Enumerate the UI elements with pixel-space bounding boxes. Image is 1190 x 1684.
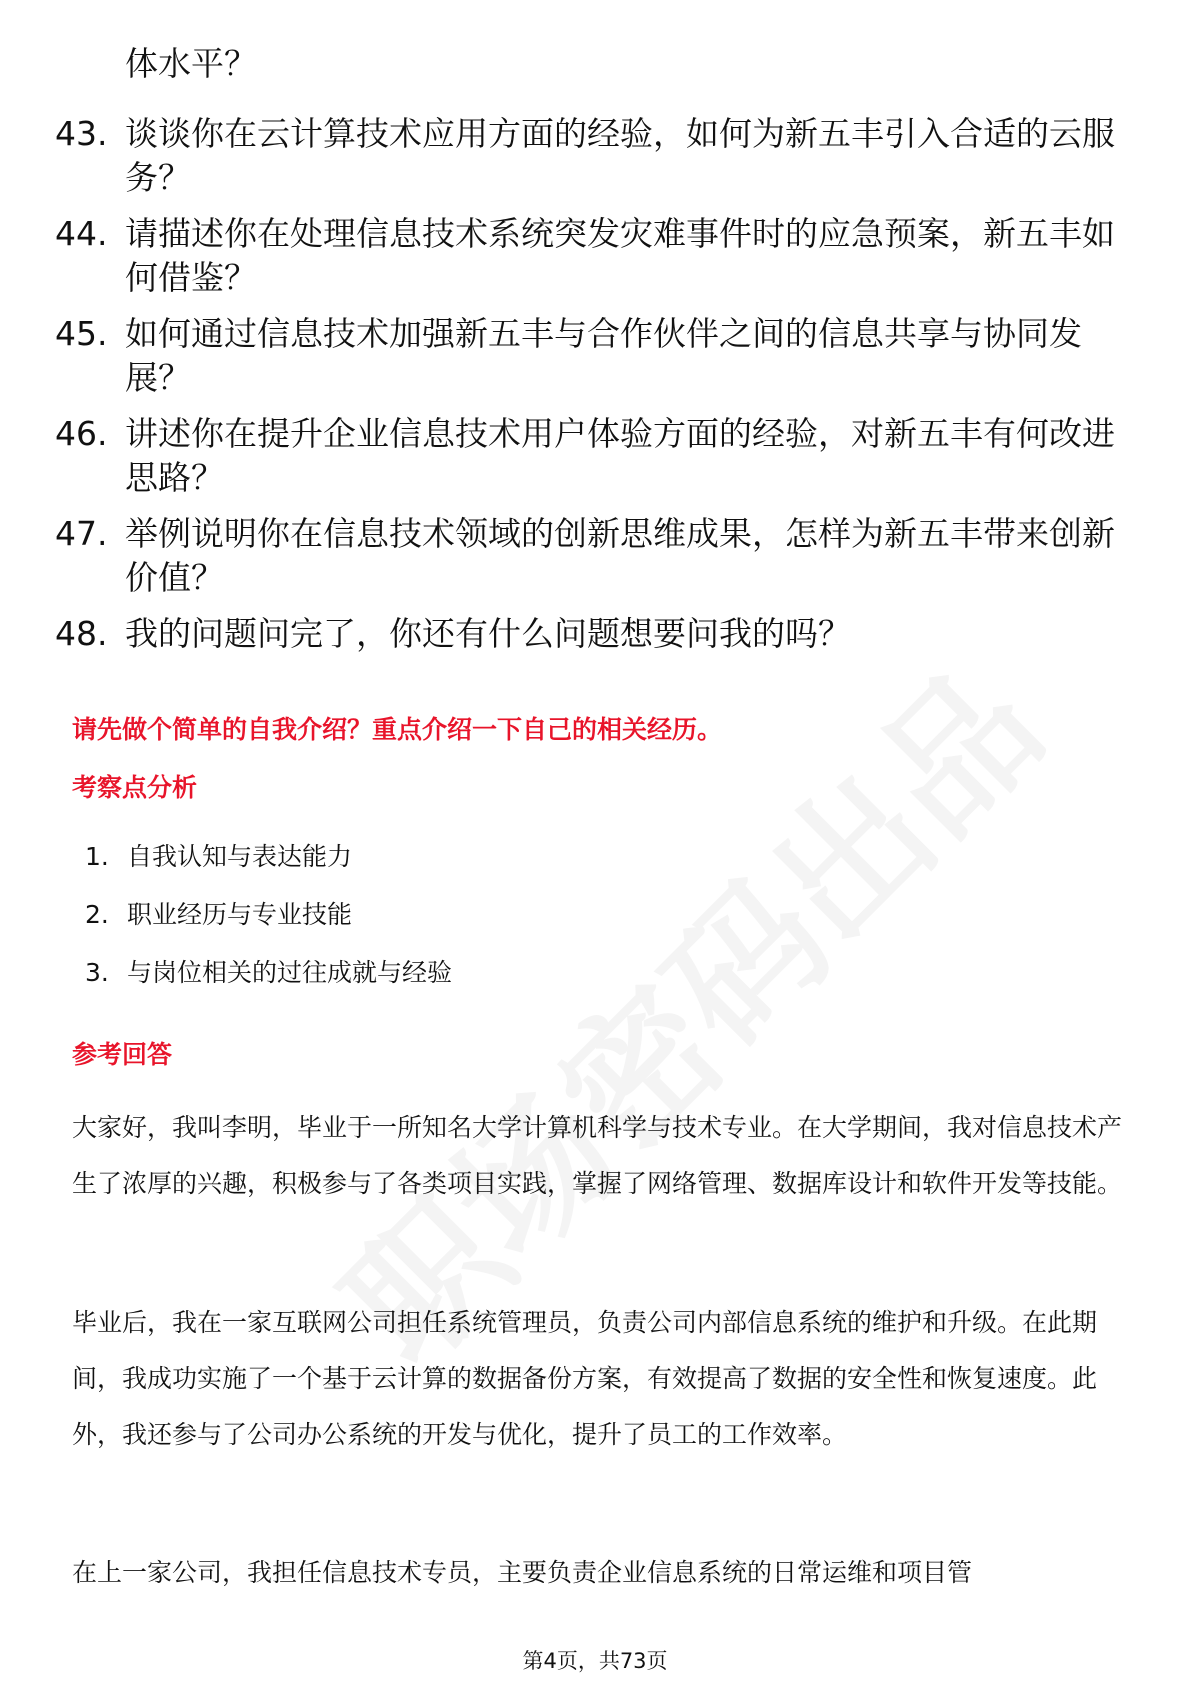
question-number: 48.	[55, 614, 108, 653]
question-number: 46.	[55, 414, 108, 453]
question-text: 我的问题问完了，你还有什么问题想要问我的吗？	[125, 614, 851, 653]
question-item	[55, 412, 1135, 500]
analysis-item	[85, 898, 452, 956]
question-text: 举例说明你在信息技术领域的创新思维成果，怎样为新五丰带来创新价值？	[125, 514, 1115, 597]
answer-paragraph: 大家好，我叫李明，毕业于一所知名大学计算机科学与技术专业。在大学期间，我对信息技术产生了浓厚的兴趣，积极参与了各类项目实践，掌握了网络管理、数据库设计和软件开发等技能。	[72, 1113, 1123, 1198]
question-number: 43.	[55, 114, 108, 153]
analysis-text: 与岗位相关的过往成就与经验	[127, 958, 453, 987]
analysis-number: 2.	[85, 900, 109, 929]
question-number: 47.	[55, 514, 108, 553]
question-item	[55, 612, 1135, 656]
answer-paragraph: 毕业后，我在一家互联网公司担任系统管理员，负责公司内部信息系统的维护和升级。在此期间，我成功实施了一个基于云计算的数据备份方案，有效提高了数据的安全性和恢复速度。此外，我还参与了公司办公系统的开发与优化，提升了员工的工作效率。	[72, 1308, 1098, 1449]
question-text: 如何通过信息技术加强新五丰与合作伙伴之间的信息共享与协同发展？	[125, 314, 1082, 397]
question-list	[55, 112, 1135, 668]
analysis-item	[85, 840, 452, 898]
question-text: 讲述你在提升企业信息技术用户体验方面的经验，对新五丰有何改进思路？	[125, 414, 1115, 497]
question-item	[55, 312, 1135, 400]
section-title: 请先做个简单的自我介绍？重点介绍一下自己的相关经历。	[72, 715, 723, 744]
question-number: 45.	[55, 314, 108, 353]
analysis-number: 3.	[85, 958, 109, 987]
question-number: 44.	[55, 214, 108, 253]
answer-paragraph: 在上一家公司，我担任信息技术专员，主要负责企业信息系统的日常运维和项目管	[72, 1558, 973, 1587]
question-item	[55, 212, 1135, 300]
reference-title: 参考回答	[72, 1040, 173, 1069]
analysis-list	[85, 840, 452, 1014]
analysis-number: 1.	[85, 842, 109, 871]
question-text: 请描述你在处理信息技术系统突发灾难事件时的应急预案，新五丰如何借鉴？	[125, 214, 1115, 297]
question-text: 谈谈你在云计算技术应用方面的经验，如何为新五丰引入合适的云服务？	[125, 114, 1115, 197]
analysis-item	[85, 956, 452, 1014]
analysis-title: 考察点分析	[72, 773, 198, 802]
question-42-tail: 体水平？	[125, 44, 257, 83]
analysis-text: 自我认知与表达能力	[127, 842, 353, 871]
analysis-text: 职业经历与专业技能	[127, 900, 353, 929]
question-item	[55, 112, 1135, 200]
page-footer: 第4页，共73页	[522, 1649, 668, 1673]
question-item	[55, 512, 1135, 600]
